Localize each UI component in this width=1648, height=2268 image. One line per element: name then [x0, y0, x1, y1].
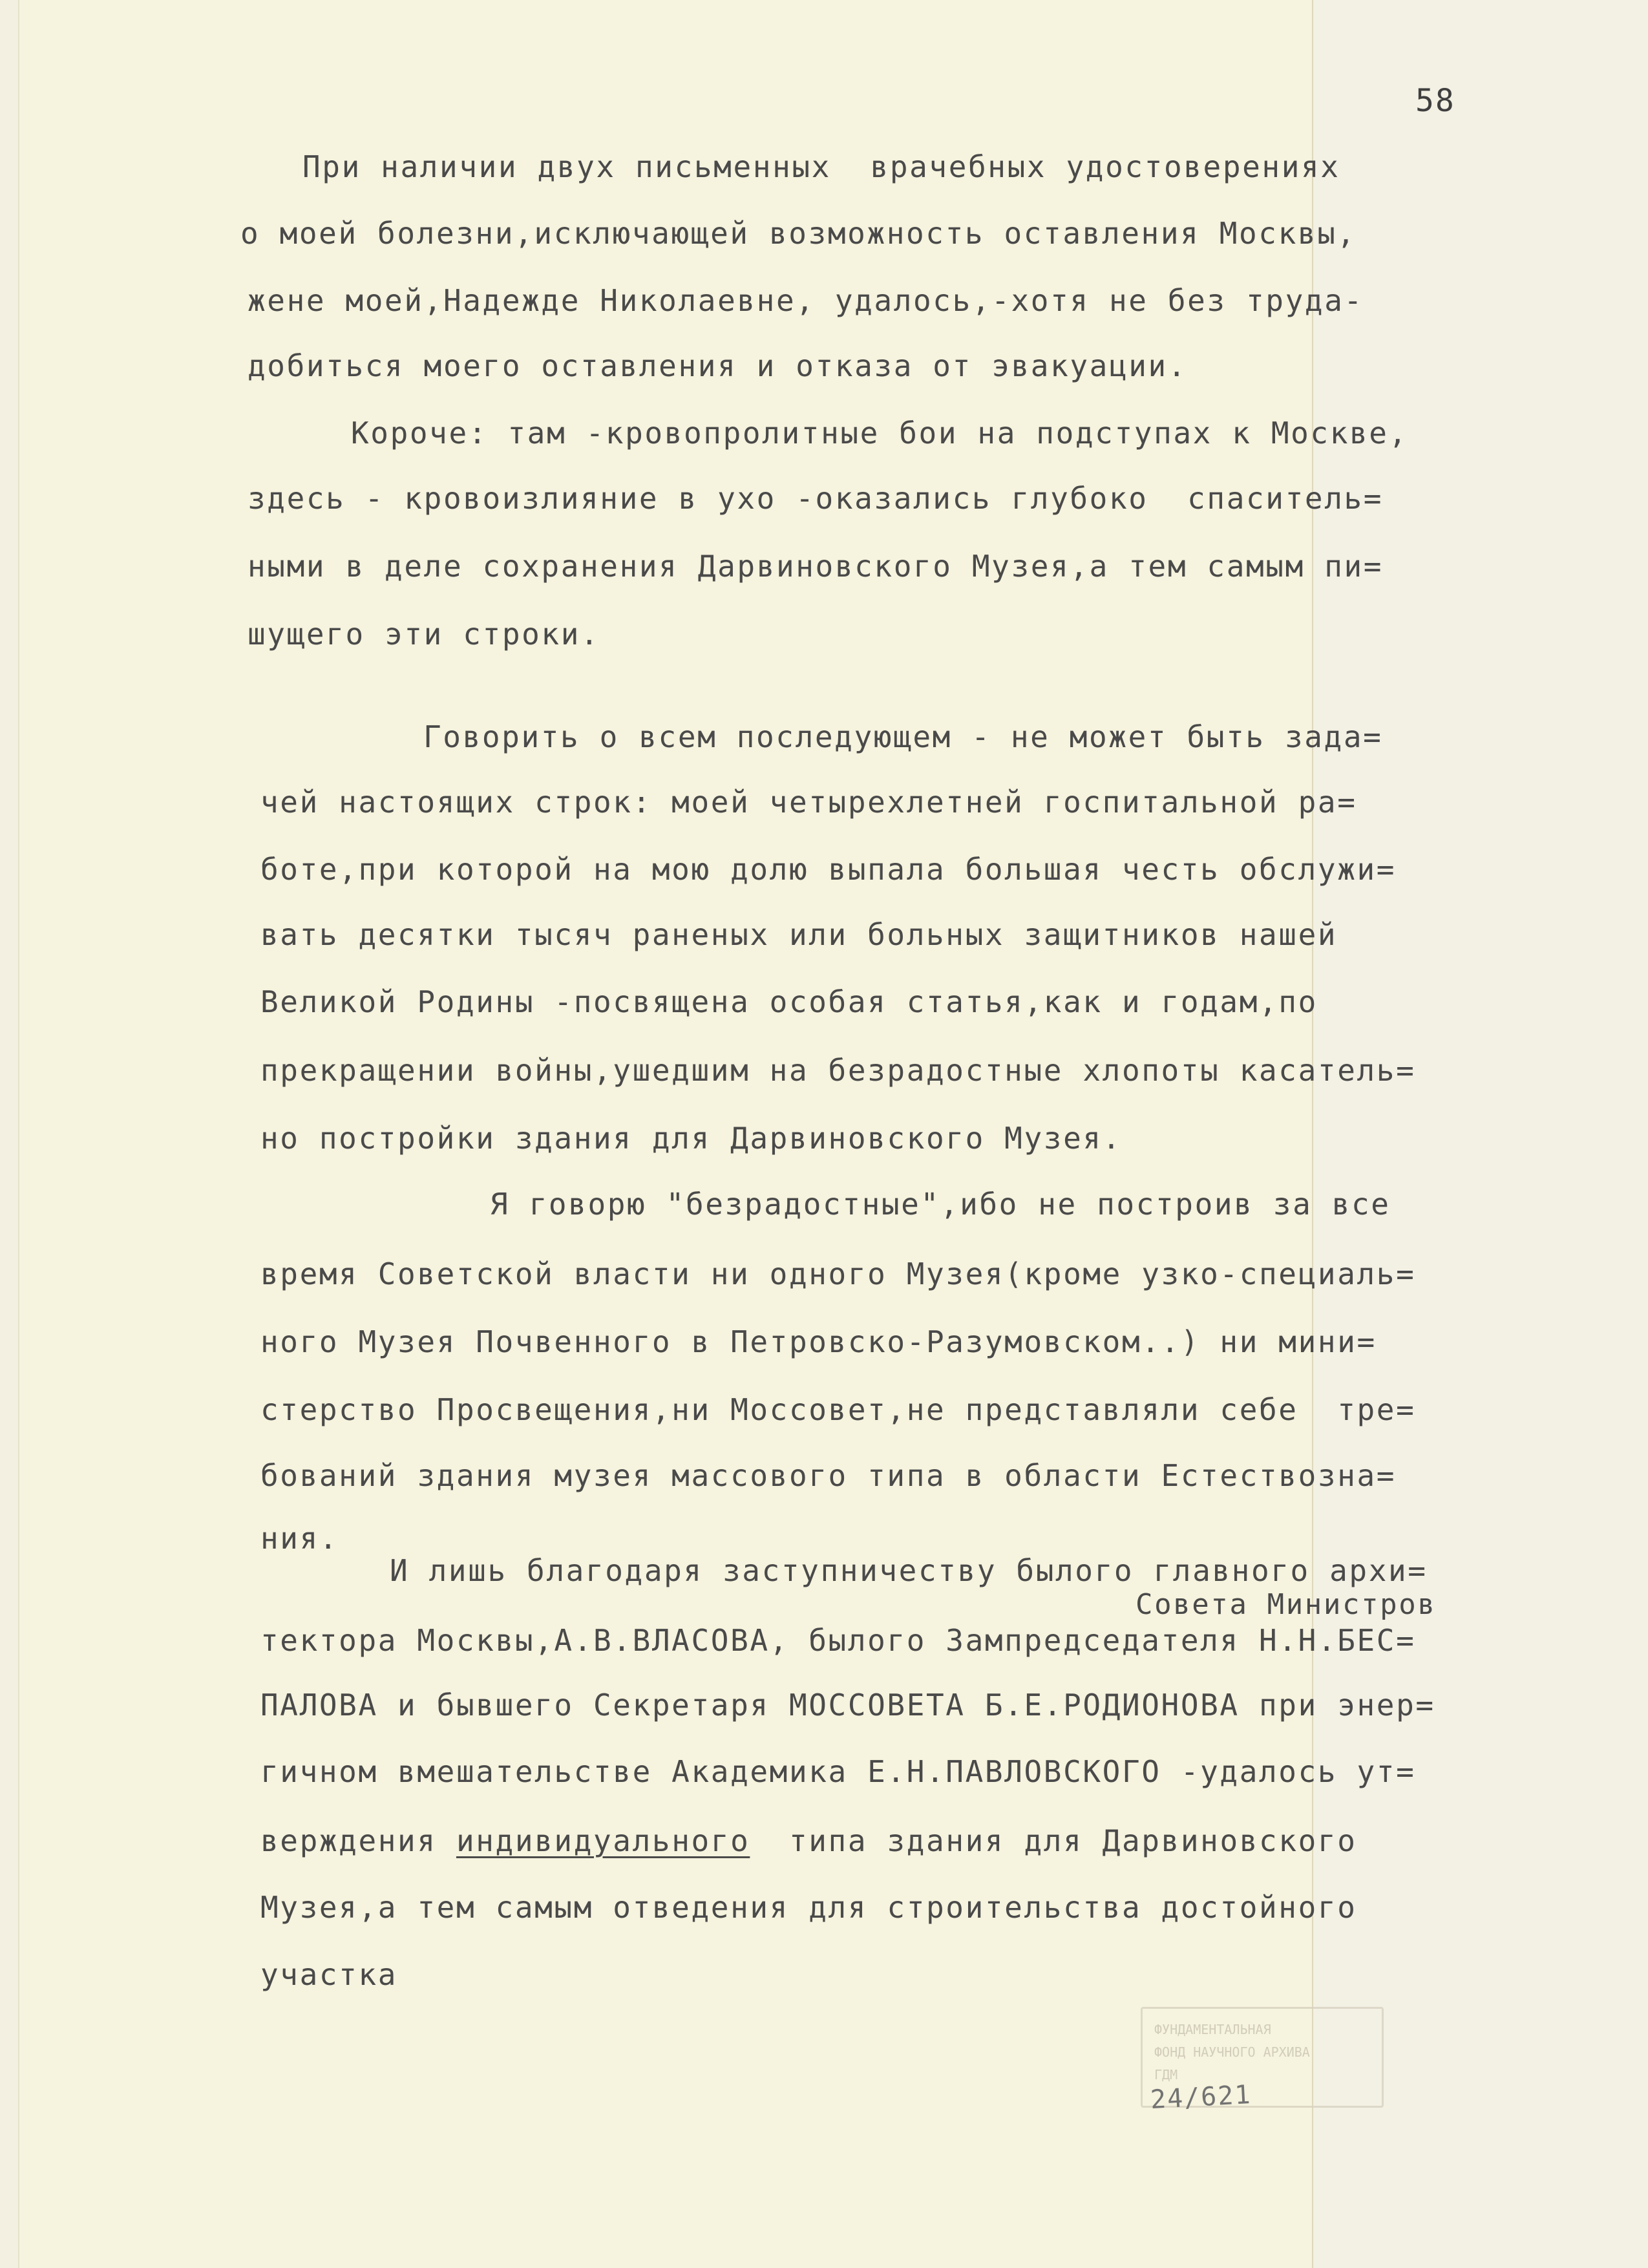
stamp-text: ГДМ — [1154, 2067, 1178, 2083]
text-line: но постройки здания для Дарвиновского Музея. — [260, 1121, 1122, 1156]
handwritten-insertion: Совета Министров — [1136, 1588, 1437, 1621]
text-line: боте,при которой на мою долю выпала большая честь обслужи= — [260, 852, 1397, 887]
text-line: время Советской власти ни одного Музея(кроме узко-специаль= — [260, 1256, 1416, 1291]
text-line: бований здания музея массового типа в области Естествозна= — [260, 1458, 1397, 1493]
text-line: Говорить о всем последующем - не может быть зада= — [423, 719, 1383, 754]
text-line: добиться моего оставления и отказа от эвакуации. — [248, 348, 1188, 383]
text-line: вать десятки тысяч раненых или больных защитников нашей — [260, 917, 1338, 952]
text-line: ния. — [260, 1521, 339, 1556]
underlined-word: индивидуального — [456, 1823, 750, 1858]
text-line: Музея,а тем самым отведения для строительства достойного — [260, 1890, 1357, 1925]
page-number: 58 — [1415, 83, 1455, 119]
background-edge — [1313, 0, 1648, 2268]
text-line: Короче: там -кровопролитные бои на подступах к Москве, — [351, 416, 1408, 450]
text-line: здесь - кровоизлияние в ухо -оказались глубоко спаситель= — [248, 481, 1384, 516]
text-line — [260, 1823, 1357, 1859]
text-segment: верждения — [260, 1823, 456, 1858]
text-line: ПАЛОВА и бывшего Секретаря МОССОВЕТА Б.Е.РОДИОНОВА при энер= — [260, 1688, 1435, 1722]
stamp-text: ФОНД НАУЧНОГО АРХИВА — [1154, 2044, 1310, 2060]
text-line: участка — [260, 1957, 398, 1992]
text-line: Великой Родины -посвящена особая статья,как и годам,по — [260, 984, 1318, 1019]
text-line: ными в деле сохранения Дарвиновского Музея,а тем самым пи= — [248, 549, 1384, 584]
stamp-text: ФУНДАМЕНТАЛЬНАЯ — [1154, 2022, 1271, 2037]
text-line: чей настоящих строк: моей четырехлетней госпитальной ра= — [260, 785, 1357, 820]
text-line: И лишь благодаря заступничеству былого главного архи= — [390, 1553, 1428, 1588]
text-line: о моей болезни,исключающей возможность оставления Москвы, — [240, 216, 1357, 251]
text-line: стерство Просвещения,ни Моссовет,не представляли себе тре= — [260, 1392, 1416, 1427]
text-line: жене моей,Надежде Николаевне, удалось,-хотя не без труда- — [248, 283, 1364, 318]
text-segment: типа здания для Дарвиновского — [750, 1823, 1357, 1858]
text-line: шущего эти строки. — [248, 617, 600, 652]
text-line: прекращении войны,ушедшим на безрадостные хлопоты касатель= — [260, 1053, 1416, 1088]
text-line: гичном вмешательстве Академика Е.Н.ПАВЛОВСКОГО -удалось ут= — [260, 1754, 1416, 1789]
text-line: При наличии двух письменных врачебных удостоверениях — [302, 149, 1340, 184]
text-line: Я говорю "безрадостные",ибо не построив за все — [490, 1187, 1391, 1222]
text-line: ного Музея Почвенного в Петровско-Разумовском..) ни мини= — [260, 1324, 1377, 1359]
inventory-number: 24/621 — [1149, 2079, 1252, 2115]
text-line: тектора Москвы,А.В.ВЛАСОВА, былого Зампредседателя Н.Н.БЕС= — [260, 1623, 1416, 1658]
